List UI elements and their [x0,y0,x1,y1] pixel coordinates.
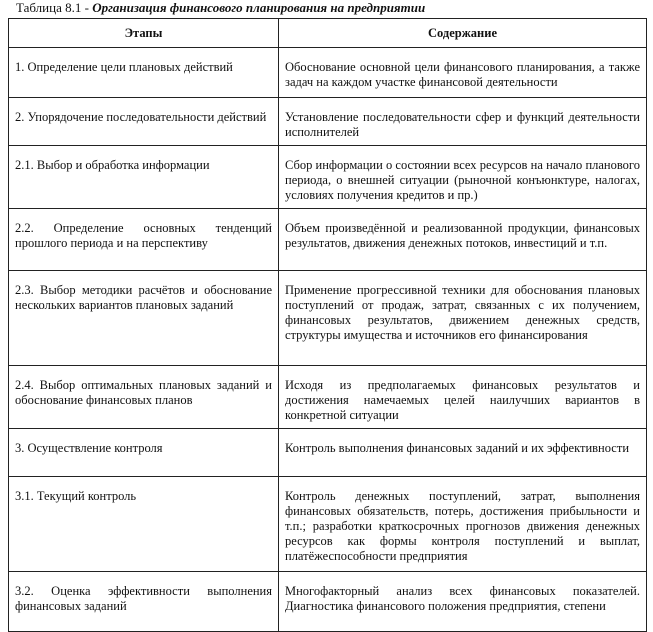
table-row [9,366,647,429]
caption-separator: - [81,0,93,15]
content-cell: Сбор информации о состоянии всех ресурсов на начало планового периода, о внешней ситуации (рыночной конъюнктуре, налогах, условиях получения кредитов и пр.) [279,146,647,209]
content-cell: Применение прогрессивной техники для обоснования плановых поступлений от продаж, затрат, связанных с их получением, финансовых результатов, движением денежных средств, структуры имущества и источников его финансирования [279,271,647,366]
table-row [9,146,647,209]
content-cell: Контроль выполнения финансовых заданий и их эффективности [279,429,647,477]
content-cell: Исходя из предполагаемых финансовых результатов и достижения намечаемых целей наилучших вариантов в конкретной ситуации [279,366,647,429]
stage-cell: 2.4. Выбор оптимальных плановых заданий и обоснование финансовых планов [9,366,279,429]
stage-cell: 2.3. Выбор методики расчётов и обоснование нескольких вариантов плановых заданий [9,271,279,366]
stage-cell: 3. Осуществление контроля [9,429,279,477]
table-row [9,429,647,477]
stage-cell: 3.2. Оценка эффективности выполнения финансовых заданий [9,572,279,632]
content-cell: Контроль денежных поступлений, затрат, выполнения финансовых обязательств, потерь, достижения прибыльности и т.п.; разработки краткосрочных прогнозов движения денежных ресурсов как формы контроля поступлений и выплат, платёжеспособности предприятия [279,477,647,572]
stage-cell: 2. Упорядочение последовательности действий [9,98,279,146]
header-content: Содержание [279,19,647,48]
stage-cell: 3.1. Текущий контроль [9,477,279,572]
table-row [9,48,647,98]
table-row [9,477,647,572]
header-row [9,19,647,48]
table-row [9,209,647,271]
table-row [9,98,647,146]
stage-cell: 1. Определение цели плановых действий [9,48,279,98]
table-caption [16,1,425,15]
content-cell: Многофакторный анализ всех финансовых показателей. Диагностика финансового положения предприятия, степени [279,572,647,632]
table-title: Организация финансового планирования на предприятии [92,0,426,15]
stage-cell: 2.1. Выбор и обработка информации [9,146,279,209]
content-cell: Объем произведённой и реализованной продукции, финансовых результатов, движения денежных потоков, инвестиций и т.п. [279,209,647,271]
table-number: Таблица 8.1 [16,0,82,15]
content-cell: Установление последовательности сфер и функций деятельности исполнителей [279,98,647,146]
table-row [9,572,647,632]
header-stages: Этапы [9,19,279,48]
content-cell: Обоснование основной цели финансового планирования, а также задач на каждом участке финансовой деятельности [279,48,647,98]
stage-cell: 2.2. Определение основных тенденций прошлого периода и на перспективу [9,209,279,271]
table-row [9,271,647,366]
financial-planning-table [8,18,647,632]
